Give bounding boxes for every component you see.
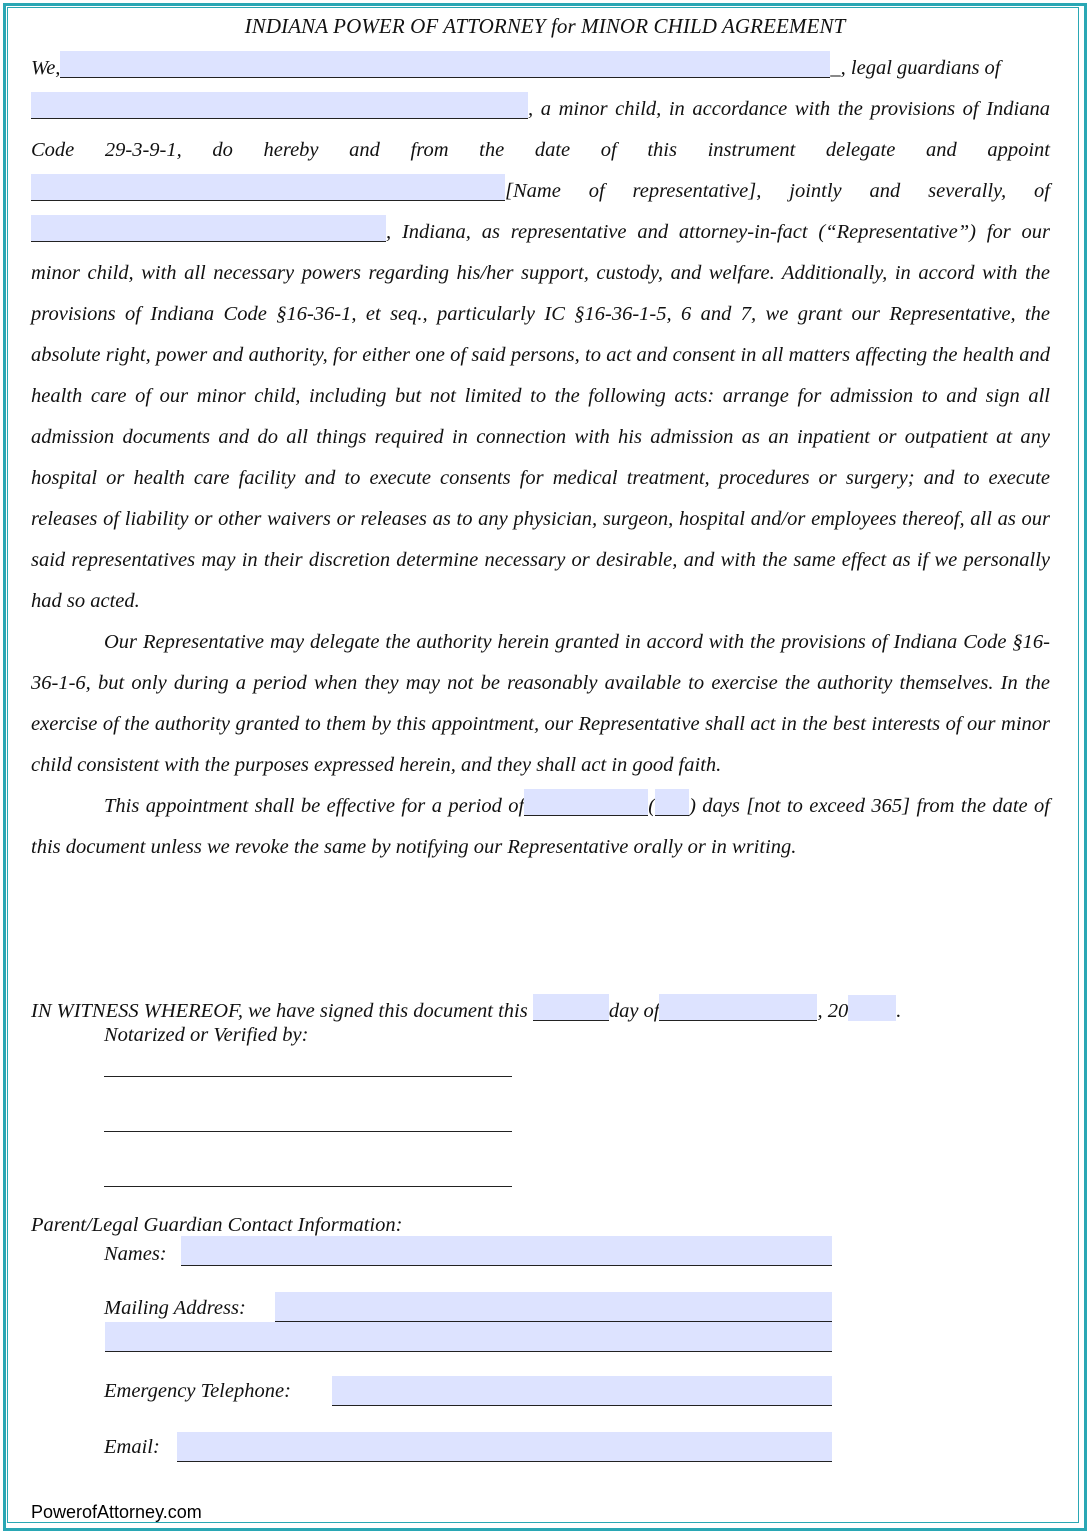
authority-text: , Indiana, as representative and attorney-in-fact (“Representative”) for our minor child, with all necessary powers regarding his/her support, custody, and welfare. Additionally, in accord with the provisions of Indiana Code §16-36-1, et seq., particularly IC §16-36-1-5, 6 and 7, we grant our Representative, the absolute right, power and authority, for either one of said persons, to act and consent in all matters affecting the health and health care of our minor child, including but not limited to the following acts: arrange for admission to and sign all admission documents and do all things required in connection with his admission as an inpatient or outpatient at any hospital or health care facility and to execute consents for medical treatment, procedures or surgery; and to execute releases of liability or other waivers or releases as to any physician, surgeon, hospital and/or employees thereof, all as our said representatives may in their discretion determine necessary or desirable, and with the same effect as if we personally had so acted. (31, 221, 1050, 612)
paragraph-2: Our Representative may delegate the authority herein granted in accord with the provisions of Indiana Code §16-36-1-6, but only during a period when they may not be reasonably available to exercise the authority themselves. In the exercise of the authority granted to them by this appointment, our Representative shall act in the best interests of our minor child consistent with the purposes expressed herein, and they shall act in good faith. (31, 631, 1050, 776)
we-label: We, (31, 57, 61, 79)
witness-text: IN WITNESS WHEREOF, we have signed this document this (31, 1000, 528, 1022)
witness-line (31, 994, 901, 1023)
period-words-field[interactable] (524, 789, 648, 816)
period-text: This appointment shall be effective for a period of (104, 795, 525, 817)
paragraph-1 (31, 48, 1050, 622)
names-label: Names: (104, 1243, 167, 1265)
footer-site-name: PowerofAttorney.com (31, 1502, 202, 1522)
mailing-address-field-1[interactable] (275, 1292, 832, 1322)
mailing-address-label: Mailing Address: (104, 1297, 246, 1319)
mailing-address-field-2[interactable] (105, 1322, 832, 1352)
minor-child-text: , a minor child, in accordance with the provisions of Indiana Code 29-3-9-1, do hereby and from the date of this instrument delegate and appoint (31, 98, 1050, 161)
email-label: Email: (104, 1436, 160, 1458)
contact-heading: Parent/Legal Guardian Contact Information: (31, 1214, 403, 1236)
email-field[interactable] (177, 1432, 832, 1462)
month-field[interactable] (659, 994, 817, 1021)
day-field[interactable] (533, 994, 609, 1021)
witness-period: . (896, 1000, 902, 1022)
paragraph-3 (31, 786, 1050, 868)
document-title: INDIANA POWER OF ATTORNEY for MINOR CHILD AGREEMENT (244, 14, 846, 38)
year-field[interactable] (848, 995, 896, 1021)
day-of-text: day of (608, 1000, 660, 1022)
year-prefix-text: , 20 (817, 1000, 849, 1022)
notarized-label: Notarized or Verified by: (104, 1024, 309, 1046)
notary-signature-line-2 (104, 1131, 512, 1132)
document-body (31, 48, 1050, 868)
legal-guardians-text: _, legal guardians of (830, 57, 1001, 79)
paren-open: ( (648, 795, 656, 817)
representative-name-field[interactable] (31, 174, 505, 201)
guardian-names-field[interactable] (60, 51, 830, 78)
notary-signature-line-3 (104, 1186, 512, 1187)
period-number-field[interactable] (655, 789, 689, 816)
emergency-telephone-field[interactable] (332, 1376, 832, 1406)
names-field[interactable] (181, 1236, 832, 1266)
emergency-telephone-label: Emergency Telephone: (104, 1380, 291, 1402)
notary-signature-line-1 (104, 1076, 512, 1077)
period-rest-text: ) days [not to exceed 365] from the date of this document unless we revoke the same by notifying our Representative orally or in writing. (31, 795, 1050, 858)
minor-child-name-field[interactable] (31, 92, 528, 119)
representative-text: [Name of representative], jointly and severally, of (505, 180, 1050, 202)
representative-city-field[interactable] (31, 215, 386, 242)
